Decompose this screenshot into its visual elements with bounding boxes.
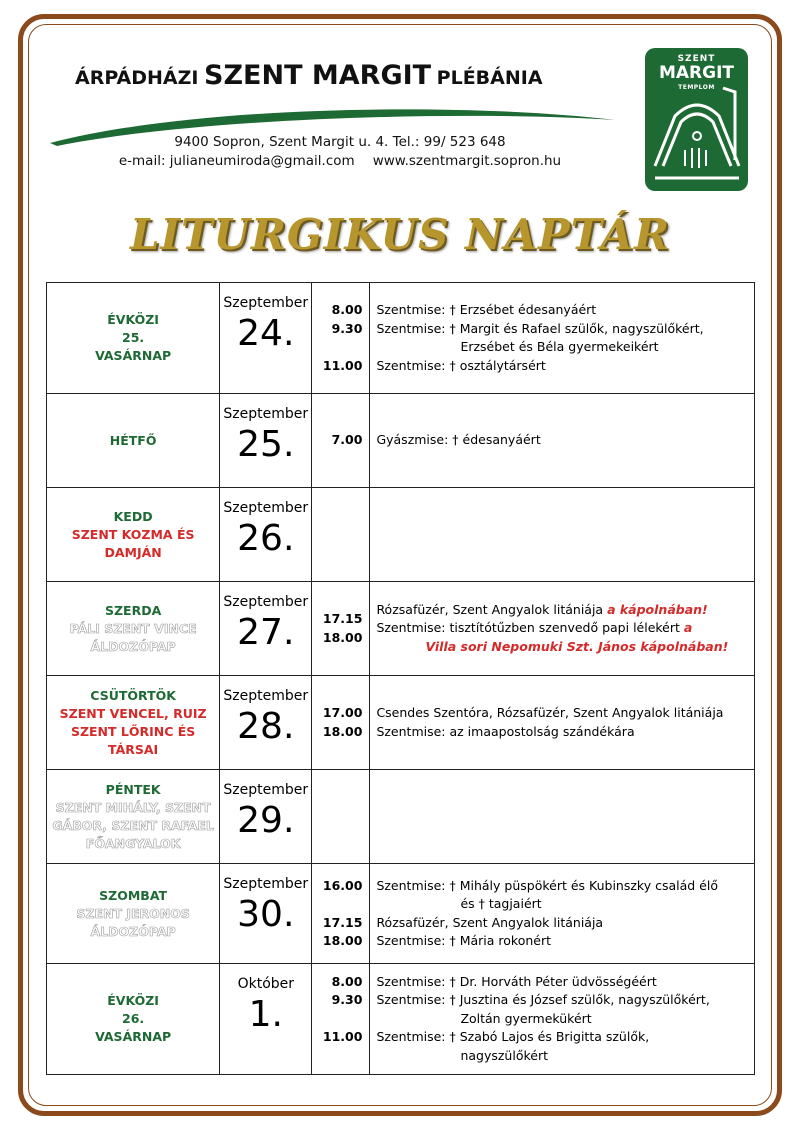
feast-name-outline: ÁLDOZÓPAP xyxy=(90,923,176,939)
title-prefix: ÁRPÁDHÁZI xyxy=(75,67,199,89)
mass-time xyxy=(312,895,369,914)
date-cell xyxy=(220,283,312,394)
event-list xyxy=(370,877,754,951)
day-number: 1. xyxy=(248,994,283,1035)
event-cell xyxy=(370,283,755,394)
church-logo xyxy=(645,48,748,191)
event-list xyxy=(370,301,754,375)
day-cell xyxy=(47,864,220,964)
day-cell xyxy=(47,283,220,394)
event-text: Szentmise: † Margit és Rafael szülők, nagyszülőkért, xyxy=(376,320,704,336)
calendar-row xyxy=(47,394,755,488)
feast-name: SZENT KOZMA ÉS xyxy=(71,526,195,542)
event-text: Szentmise: † osztálytársért xyxy=(376,357,546,373)
day-number: 25. xyxy=(237,424,295,465)
time-list xyxy=(312,877,369,951)
mass-time: 17.15 xyxy=(322,611,363,626)
day-name: CSÜTÖRTÖK xyxy=(90,687,176,703)
postal-address: 9400 Sopron, Szent Margit u. 4. Tel.: 99/ 523 648 xyxy=(174,134,506,150)
mass-time: 16.00 xyxy=(322,877,363,893)
month-label: Október xyxy=(237,976,295,992)
time-cell xyxy=(312,488,370,582)
mass-time: 11.00 xyxy=(322,357,363,373)
feast-name: TÁRSAI xyxy=(108,741,159,757)
feast-name-outline: FŐANGYALOK xyxy=(85,835,181,851)
liturgical-calendar-table xyxy=(46,282,755,1075)
time-cell xyxy=(312,964,370,1075)
event-text: Szentmise: † Jusztina és József szülők, nagyszülőkért, xyxy=(376,992,710,1008)
event-text: Szentmise: † Dr. Horváth Péter üdvösségéért xyxy=(376,973,657,989)
parish-title xyxy=(75,60,615,91)
time-list xyxy=(312,301,369,375)
day-name: 25. xyxy=(122,330,145,345)
mass-time: 17.00 xyxy=(322,705,363,720)
contact-block xyxy=(60,133,620,171)
day-name: SZOMBAT xyxy=(99,887,168,903)
event-cell xyxy=(370,676,755,770)
day-cell xyxy=(47,394,220,488)
day-number: 28. xyxy=(237,706,295,747)
date-cell xyxy=(220,488,312,582)
church-icon xyxy=(645,48,748,191)
day-cell xyxy=(47,964,220,1075)
time-cell xyxy=(312,283,370,394)
event-cell xyxy=(370,964,755,1075)
mass-time: 9.30 xyxy=(331,992,363,1008)
event-text: Szentmise: tisztítótűzben szenvedő papi lélekért a xyxy=(376,620,693,636)
feast-name-outline: GÁBOR, SZENT RAFAEL xyxy=(52,817,214,833)
event-cell xyxy=(370,770,755,864)
mass-time: 18.00 xyxy=(322,629,363,645)
calendar-row xyxy=(47,283,755,394)
calendar-row xyxy=(47,676,755,770)
event-text: Szentmise: † Erzsébet édesanyáért xyxy=(376,302,597,317)
day-name: PÉNTEK xyxy=(105,781,161,797)
event-list xyxy=(370,431,754,450)
mass-time xyxy=(312,1010,369,1029)
feast-name-outline: SZENT MIHÁLY, SZENT xyxy=(55,799,211,815)
day-cell xyxy=(47,770,220,864)
feast-name: DAMJÁN xyxy=(104,544,162,560)
day-name: ÉVKÖZI xyxy=(107,993,159,1008)
day-name: ÉVKÖZI xyxy=(107,312,159,327)
time-list xyxy=(312,610,369,647)
date-cell xyxy=(220,676,312,770)
website-link[interactable]: www.szentmargit.sopron.hu xyxy=(372,153,562,169)
day-number: 24. xyxy=(237,313,295,354)
location-note: a xyxy=(683,620,693,636)
event-list xyxy=(370,973,754,1066)
event-text: Szentmise: † Mária rokonért xyxy=(376,933,552,948)
calendar-row xyxy=(47,964,755,1075)
event-text: nagyszülőkért xyxy=(460,1047,548,1063)
calendar-row xyxy=(47,582,755,676)
mass-time: 18.00 xyxy=(322,723,363,739)
day-number: 27. xyxy=(237,612,295,653)
mass-time: 11.00 xyxy=(322,1029,363,1045)
month-label: Szeptember xyxy=(223,688,309,704)
month-label: Szeptember xyxy=(223,406,309,422)
event-cell xyxy=(370,394,755,488)
time-list xyxy=(312,704,369,741)
day-name: HÉTFŐ xyxy=(109,432,157,448)
date-cell xyxy=(220,582,312,676)
mass-time: 18.00 xyxy=(322,933,363,948)
title-main: SZENT MARGIT xyxy=(204,60,432,91)
calendar-title: LITURGIKUS NAPTÁR xyxy=(129,210,671,259)
event-cell xyxy=(370,582,755,676)
feast-name-outline: PÁLI SZENT VINCE xyxy=(69,620,197,636)
event-cell xyxy=(370,488,755,582)
event-text: és † tagjaiért xyxy=(460,896,542,911)
mass-time: 8.00 xyxy=(331,973,363,989)
day-number: 26. xyxy=(237,518,295,559)
mass-time xyxy=(312,338,369,357)
event-text: Gyászmise: † édesanyáért xyxy=(376,432,541,448)
day-cell xyxy=(47,488,220,582)
month-label: Szeptember xyxy=(223,782,309,798)
event-text xyxy=(370,638,754,657)
email-link[interactable]: e-mail: julianeumiroda@gmail.com xyxy=(118,153,355,169)
event-text: Erzsébet és Béla gyermekeikért xyxy=(460,339,659,354)
mass-time xyxy=(312,1047,369,1066)
mass-time: 17.15 xyxy=(322,914,363,930)
logo-line1: SZENT xyxy=(677,54,716,64)
mass-time: 7.00 xyxy=(331,432,363,448)
time-cell xyxy=(312,864,370,964)
event-text: Rózsafüzér, Szent Angyalok litániája xyxy=(376,914,604,930)
email-web-line xyxy=(60,152,620,171)
event-text: Szentmise: az imaapostolság szándékára xyxy=(376,723,635,739)
mass-time: 9.30 xyxy=(331,320,363,336)
event-text: Zoltán gyermekükért xyxy=(460,1010,592,1026)
time-list xyxy=(312,973,369,1066)
feast-name-outline: ÁLDOZÓPAP xyxy=(90,638,176,654)
day-number: 30. xyxy=(237,894,295,935)
day-name: VASÁRNAP xyxy=(95,1029,172,1044)
day-name: VASÁRNAP xyxy=(95,348,172,363)
date-cell xyxy=(220,770,312,864)
month-label: Szeptember xyxy=(223,876,309,892)
day-number: 29. xyxy=(237,800,295,841)
date-cell xyxy=(220,964,312,1075)
month-label: Szeptember xyxy=(223,500,309,516)
time-list xyxy=(312,431,369,450)
time-cell xyxy=(312,582,370,676)
location-note: a kápolnában! xyxy=(607,601,708,617)
location-note: Villa sori Nepomuki Szt. János kápolnában! xyxy=(425,638,729,654)
logo-line2: MARGIT xyxy=(658,63,735,83)
event-text: Szentmise: † Szabó Lajos és Brigitta szülők, xyxy=(376,1029,650,1045)
day-name: KEDD xyxy=(113,508,153,524)
event-list xyxy=(370,704,754,741)
time-cell xyxy=(312,676,370,770)
feast-name: SZENT LŐRINC ÉS xyxy=(70,723,196,739)
date-cell xyxy=(220,864,312,964)
day-name: SZERDA xyxy=(104,602,162,618)
feast-name-outline: SZENT JERONOS xyxy=(76,905,190,921)
month-label: Szeptember xyxy=(223,295,309,311)
event-text: Csendes Szentóra, Rózsafüzér, Szent Angyalok litániája xyxy=(376,705,724,720)
event-cell xyxy=(370,864,755,964)
calendar-row xyxy=(47,488,755,582)
event-text: Szentmise: † Mihály püspökért és Kubinszky család élő xyxy=(376,877,718,893)
title-suffix: PLÉBÁNIA xyxy=(436,67,543,89)
day-cell xyxy=(47,676,220,770)
feast-name: SZENT VENCEL, RUIZ xyxy=(59,705,207,721)
calendar-row xyxy=(47,864,755,964)
mass-time: 8.00 xyxy=(331,302,363,317)
date-cell xyxy=(220,394,312,488)
time-cell xyxy=(312,770,370,864)
day-name: 26. xyxy=(122,1011,145,1026)
month-label: Szeptember xyxy=(223,594,309,610)
calendar-row xyxy=(47,770,755,864)
time-cell xyxy=(312,394,370,488)
logo-line3: TEMPLOM xyxy=(678,84,715,91)
event-list xyxy=(370,601,754,657)
event-text: Rózsafüzér, Szent Angyalok litániája a kápolnában! xyxy=(376,601,708,617)
day-cell xyxy=(47,582,220,676)
